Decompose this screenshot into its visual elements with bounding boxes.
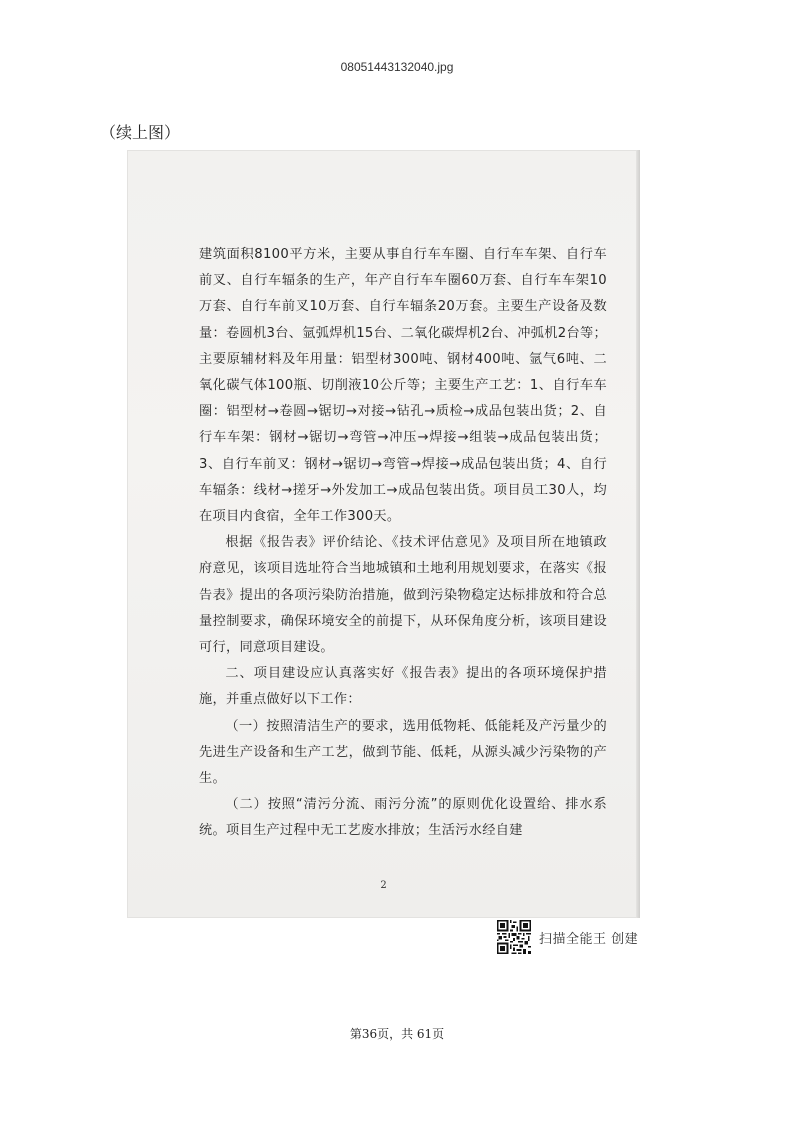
scanner-watermark	[497, 920, 638, 954]
paragraph-project-description: 建筑面积8100平方米，主要从事自行车车圈、自行车车架、自行车前叉、自行车辐条的生产，年产自行车车圈60万套、自行车车架10万套、自行车前叉10万套、自行车辐条20万套。主要生产设备及数量：卷圆机3台、氩弧焊机15台、二氧化碳焊机2台、冲弧机2台等；主要原辅材料及年用量：铝型材300吨、钢材400吨、氩气6吨、二氧化碳气体100瓶、切削液10公斤等；主要生产工艺：1、自行车车圈：铝型材→卷圆→锯切→对接→钻孔→质检→成品包装出货；2、自行车车架：钢材→锯切→弯管→冲压→焊接→组装→成品包装出货；3、自行车前叉：钢材→锯切→弯管→焊接→成品包装出货；4、自行车辐条：线材→搓牙→外发加工→成品包装出货。项目员工30人，均在项目内食宿，全年工作300天。	[199, 247, 607, 525]
page-footer: 第36页，共 61页	[349, 1027, 445, 1041]
paragraph-section-two: 二、项目建设应认真落实好《报告表》提出的各项环境保护措施，并重点做好以下工作：	[199, 666, 607, 708]
scan-page-number: 2	[380, 880, 387, 891]
scanned-body-text	[199, 242, 607, 845]
paragraph-conclusion: 根据《报告表》评价结论、《技术评估意见》及项目所在地镇政府意见，该项目选址符合当地城镇和土地利用规划要求，在落实《报告表》提出的各项污染防治措施，做到污染物稳定达标排放和符合总量控制要求，确保环境安全的前提下，从环保角度分析，该项目建设可行，同意项目建设。	[199, 535, 607, 656]
scan-page-edge	[636, 150, 640, 918]
qr-code-icon	[497, 920, 531, 954]
watermark-label: 扫描全能王 创建	[539, 931, 639, 947]
image-filename: 08051443132040.jpg	[340, 60, 454, 74]
paragraph-item-two: （二）按照“清污分流、雨污分流”的原则优化设置给、排水系统。项目生产过程中无工艺废水排放；生活污水经自建	[199, 797, 607, 839]
scanned-page	[127, 150, 640, 918]
paragraph-item-one: （一）按照清洁生产的要求，选用低物耗、低能耗及产污量少的先进生产设备和生产工艺，做到节能、低耗，从源头减少污染物的产生。	[199, 718, 607, 787]
continued-caption: （续上图）	[100, 123, 181, 142]
